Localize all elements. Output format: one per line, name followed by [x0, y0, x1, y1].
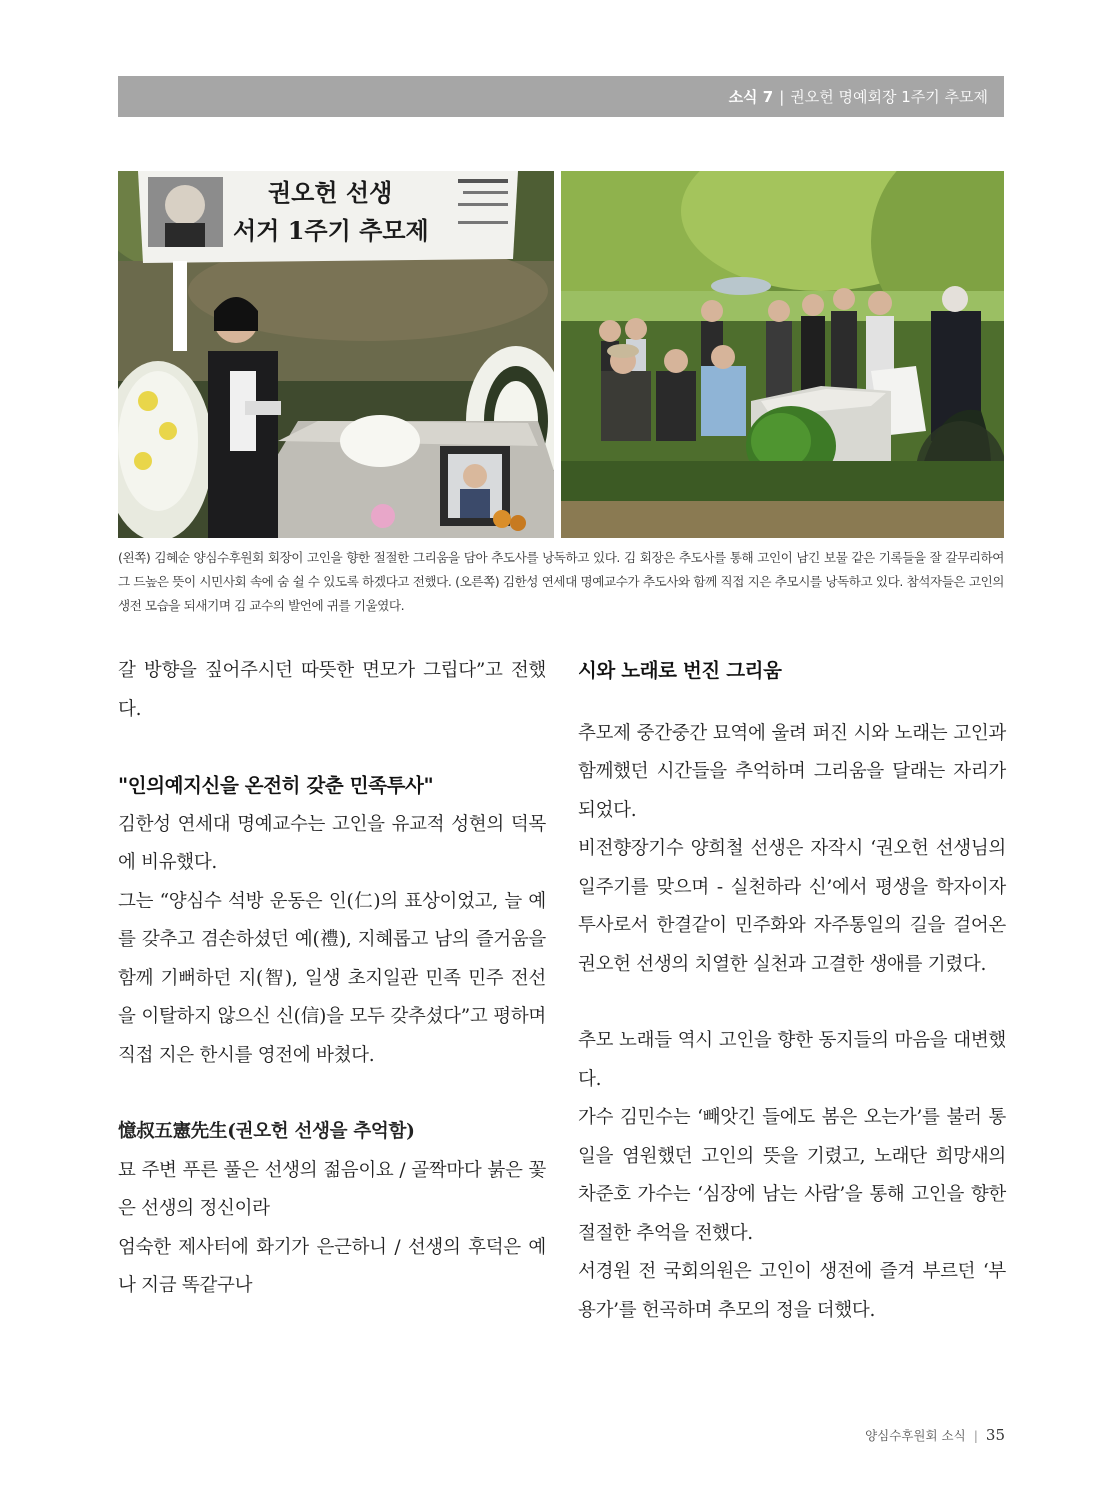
footer-separator: | — [973, 1427, 978, 1443]
section-header-bar — [118, 76, 1004, 117]
paragraph-professor-quote: 그는 “양심수 석방 운동은 인(仁)의 표상이었고, 늘 예를 갖추고 겸손하셨던 예(禮), 지혜롭고 남의 즐거움을 함께 기뻐하던 지(智), 일생 초지일관 민족 민주 전선을 이탈하지 않으신 신(信)을 모두 갖추셨다”고 평하며 직접 지은 한시를 영전에 바쳤다. — [118, 890, 546, 1066]
photo-left-illustration — [118, 171, 554, 538]
paragraph-singers: 가수 김민수는 ‘빼앗긴 들에도 봄은 오는가’를 불러 통일을 염원했던 고인의 뜻을 기렸고, 노래단 희망새의 차준호 가수는 ‘심장에 남는 사람’을 통해 고인을 향한 절절한 추억을 전했다. — [578, 1107, 1006, 1244]
poem-line-2: 엄숙한 제사터에 화기가 은근하니 / 선생의 후덕은 예나 지금 똑같구나 — [118, 1236, 546, 1296]
banner-line1: 권오헌 선생 — [268, 178, 393, 207]
right-column — [578, 652, 1006, 1330]
poem-line-1: 묘 주변 푸른 풀은 선생의 젊음이요 / 골짝마다 붉은 꽃은 선생의 정신이라 — [118, 1159, 546, 1219]
paragraph-poems-songs: 추모제 중간중간 묘역에 울려 퍼진 시와 노래는 고인과 함께했던 시간들을 추억하며 그리움을 달래는 자리가 되었다. — [578, 722, 1006, 821]
paragraph-professor-intro: 김한성 연세대 명예교수는 고인을 유교적 성현의 덕목에 비유했다. — [118, 813, 546, 873]
paragraph-yang-poem: 비전향장기수 양희철 선생은 자작시 ‘권오헌 선생님의 일주기를 맞으며 - 실천하라 신’에서 평생을 학자이자 투사로서 한결같이 민주화와 자주통일의 길을 걸어온 권오헌 선생의 치열한 실천과 고결한 생애를 기렸다. — [578, 838, 1006, 975]
paragraph-songs-intro: 추모 노래들 역시 고인을 향한 동지들의 마음을 대변했다. — [578, 1030, 1006, 1090]
section-title: 권오헌 명예회장 1주기 추모제 — [790, 88, 988, 106]
paragraph-seo-song: 서경원 전 국회의원은 고인이 생전에 즐겨 부르던 ‘부용가’를 헌곡하며 추모의 정을 더했다. — [578, 1261, 1006, 1321]
left-column — [118, 652, 546, 1306]
paragraph-intro-end: 갈 방향을 짚어주시던 따뜻한 면모가 그립다”고 전했다. — [118, 660, 546, 720]
page-footer — [865, 1426, 1005, 1444]
subheading-virtues: "인의예지신을 온전히 갖춘 민족투사" — [118, 774, 434, 797]
photo-right-illustration — [561, 171, 1004, 538]
banner-line2: 서거 1주기 추모제 — [233, 216, 429, 245]
section-label: 소식 7 — [728, 88, 774, 106]
page-number: 35 — [985, 1426, 1005, 1444]
publication-name: 양심수후원회 소식 — [865, 1428, 966, 1443]
photo-memorial-speech — [118, 171, 554, 538]
photo-memorial-poem-reading — [561, 171, 1004, 538]
subheading-poems-songs: 시와 노래로 번진 그리움 — [578, 659, 782, 682]
photo-caption: (왼쪽) 김혜순 양심수후원회 회장이 고인을 향한 절절한 그리움을 담아 추도사를 낭독하고 있다. 김 회장은 추도사를 통해 고인이 남긴 보물 같은 기록들을 잘 갈무리하여 그 드높은 뜻이 시민사회 속에 숨 쉴 수 있도록 하겠다고 전했다. (오른쪽) 김한성 연세대 명예교수가 추도사와 함께 직접 지은 추모시를 낭독하고 있다. 참석자들은 고인의 생전 모습을 되새기며 김 교수의 발언에 귀를 기울였다. — [118, 550, 1004, 613]
header-separator: | — [779, 87, 785, 106]
poem-title: 憶叔五憲先生(권오헌 선생을 추억함) — [118, 1121, 415, 1142]
